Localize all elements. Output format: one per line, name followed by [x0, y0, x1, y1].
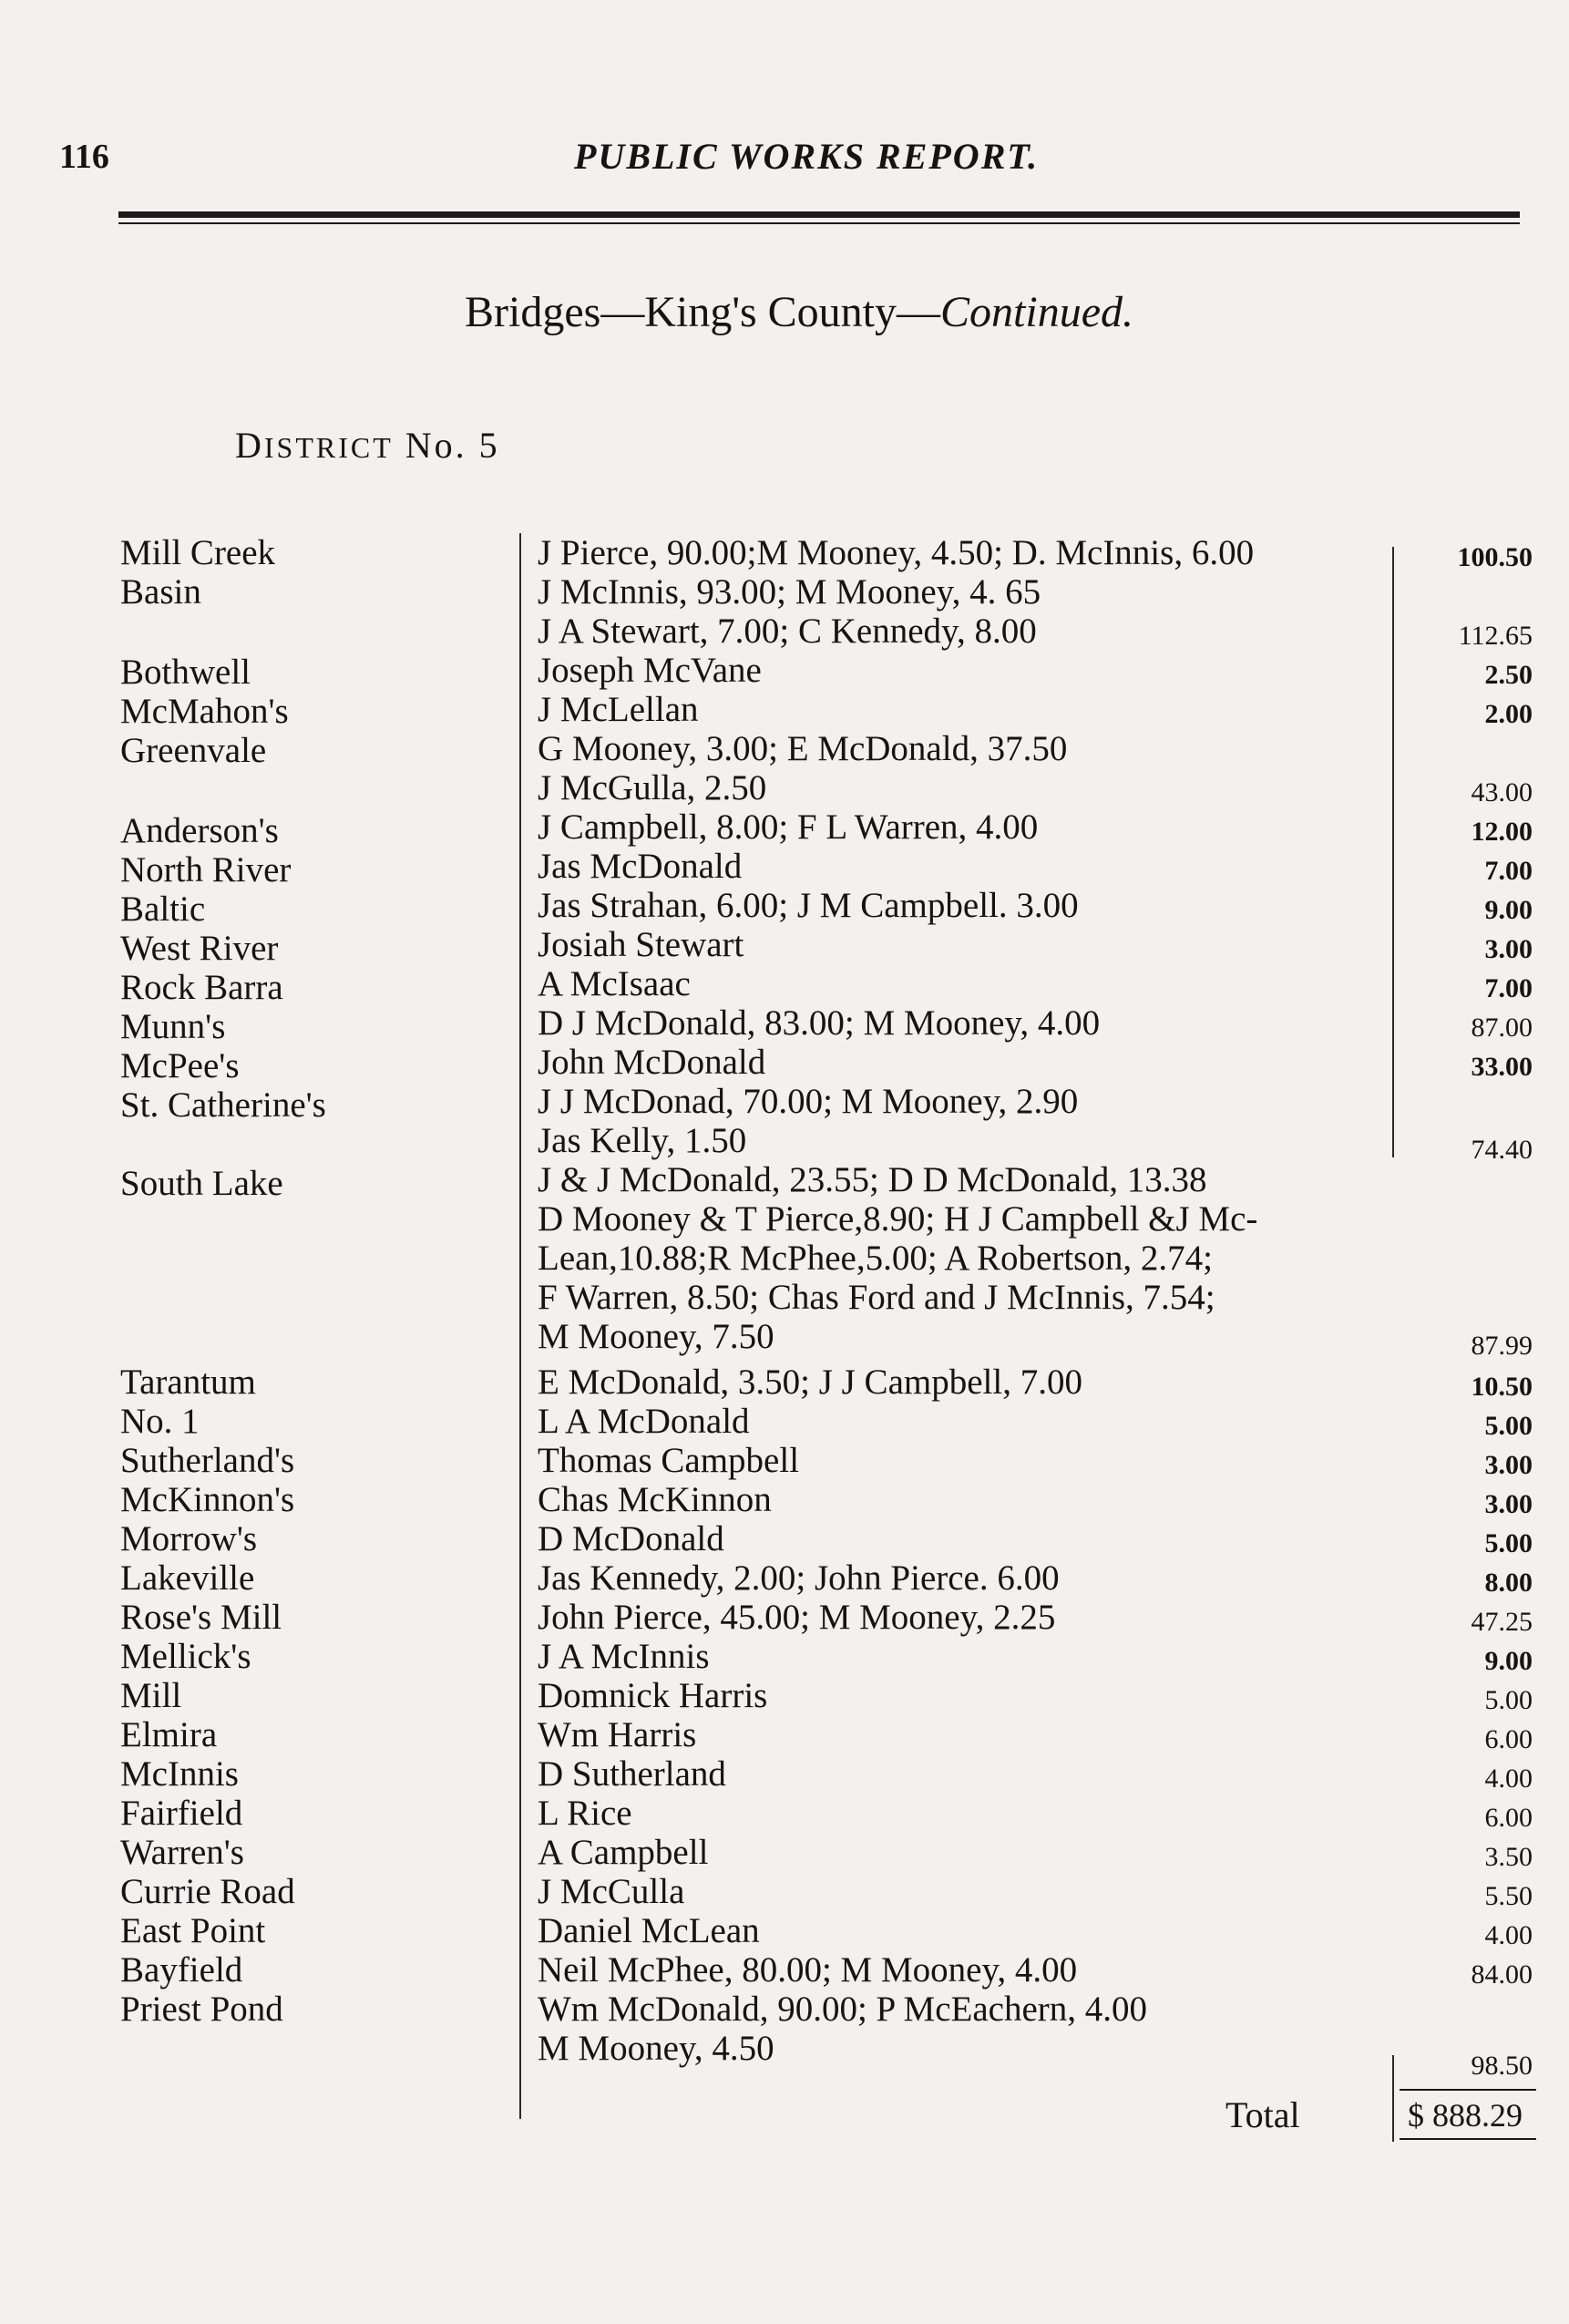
amount-value: 4.00: [1484, 1920, 1533, 1950]
amount-value: 98.50: [1471, 2051, 1533, 2081]
location-name: Mellick's: [120, 1637, 251, 1676]
location-name: No. 1: [120, 1402, 200, 1441]
location-name: Mill Creek: [120, 533, 276, 572]
section-title-main: Bridges—King's County—: [465, 288, 940, 336]
amount-value: 84.00: [1471, 1959, 1533, 1990]
entry-line: M Mooney, 4.50: [538, 2029, 774, 2068]
location-name: Morrow's: [120, 1519, 258, 1558]
entry-line: J McInnis, 93.00; M Mooney, 4. 65: [538, 572, 1041, 612]
header-rule-thick: [118, 211, 1520, 218]
entry-line: J A Stewart, 7.00; C Kennedy, 8.00: [538, 612, 1037, 651]
entry-line: J & J McDonald, 23.55; D D McDonald, 13.38: [538, 1160, 1207, 1199]
entry-line: J Pierce, 90.00;M Mooney, 4.50; D. McInnis, 6.00: [538, 533, 1255, 572]
location-name: Rose's Mill: [120, 1598, 282, 1637]
entry-line: J McCulla: [538, 1872, 685, 1911]
amount-value: 87.00: [1471, 1013, 1533, 1043]
entry-line: A Campbell: [538, 1833, 709, 1872]
column-rule-left: [519, 533, 521, 2119]
location-name: Greenvale: [120, 731, 267, 770]
location-name: Warren's: [120, 1833, 244, 1872]
page-number: 116: [59, 138, 109, 176]
location-name: North River: [120, 850, 292, 889]
amount-value: 8.00: [1484, 1568, 1533, 1598]
amount-value: 112.65: [1458, 621, 1533, 651]
amount-value: 3.00: [1484, 1489, 1533, 1519]
location-name: McPee's: [120, 1046, 240, 1085]
location-name: Sutherland's: [120, 1441, 295, 1480]
entry-line: L A McDonald: [538, 1402, 750, 1441]
entry-line: Domnick Harris: [538, 1676, 768, 1715]
amount-value: 4.00: [1484, 1764, 1533, 1794]
amount-value: 5.00: [1484, 1528, 1533, 1558]
entry-line: Jas McDonald: [538, 847, 743, 886]
location-name: Mill: [120, 1676, 182, 1715]
entry-line: Thomas Campbell: [538, 1441, 800, 1480]
location-name: St. Catherine's: [120, 1085, 326, 1125]
entry-line: J McGulla, 2.50: [538, 768, 767, 807]
header-rule-thin: [118, 222, 1520, 224]
amount-value: 3.00: [1484, 1450, 1533, 1480]
amount-value: 6.00: [1484, 1803, 1533, 1833]
location-name: Basin: [120, 572, 201, 612]
running-title: PUBLIC WORKS REPORT.: [574, 136, 1040, 177]
amount-value: 7.00: [1484, 856, 1533, 886]
entry-line: D Mooney & T Pierce,8.90; H J Campbell &J Mc-: [538, 1199, 1258, 1239]
location-name: Baltic: [120, 889, 206, 929]
amount-value: 5.50: [1484, 1881, 1533, 1911]
total-rule-bottom: [1400, 2138, 1536, 2140]
entry-line: Wm Harris: [538, 1715, 697, 1754]
amount-value: 2.00: [1484, 699, 1533, 729]
amount-value: 6.00: [1484, 1724, 1533, 1754]
entry-line: A McIsaac: [538, 964, 691, 1003]
entry-line: D Sutherland: [538, 1754, 726, 1794]
amount-value: 2.50: [1484, 660, 1533, 690]
entry-line: F Warren, 8.50; Chas Ford and J McInnis, 7.54;: [538, 1278, 1215, 1317]
amount-value: 3.50: [1484, 1842, 1533, 1872]
entry-line: Lean,10.88;R McPhee,5.00; A Robertson, 2.74;: [538, 1239, 1213, 1278]
location-name: Anderson's: [120, 811, 279, 850]
entry-line: Josiah Stewart: [538, 925, 744, 964]
location-name: South Lake: [120, 1164, 283, 1203]
entry-line: Neil McPhee, 80.00; M Mooney, 4.00: [538, 1950, 1078, 1990]
location-name: Rock Barra: [120, 968, 283, 1007]
total-value: $ 888.29: [1408, 2097, 1523, 2134]
entry-line: Daniel McLean: [538, 1911, 760, 1950]
amount-value: 5.00: [1484, 1685, 1533, 1715]
amount-value: 87.99: [1471, 1331, 1533, 1361]
location-name: McInnis: [120, 1754, 239, 1794]
amount-value: 43.00: [1471, 777, 1533, 807]
amount-value: 10.50: [1471, 1372, 1533, 1402]
entry-line: John Pierce, 45.00; M Mooney, 2.25: [538, 1598, 1056, 1637]
amount-value: 7.00: [1484, 973, 1533, 1003]
entry-line: D J McDonald, 83.00; M Mooney, 4.00: [538, 1003, 1101, 1043]
entry-line: Wm McDonald, 90.00; P McEachern, 4.00: [538, 1990, 1147, 2029]
total-rule-top: [1400, 2089, 1536, 2091]
location-name: Tarantum: [120, 1363, 256, 1402]
location-name: Lakeville: [120, 1558, 255, 1598]
location-name: Currie Road: [120, 1872, 295, 1911]
location-name: Fairfield: [120, 1794, 243, 1833]
amount-value: 9.00: [1484, 1646, 1533, 1676]
location-name: Priest Pond: [120, 1990, 283, 2029]
district-heading: [235, 424, 500, 467]
amount-value: 33.00: [1471, 1052, 1533, 1082]
entry-line: D McDonald: [538, 1519, 724, 1558]
section-title-continued: Continued.: [940, 288, 1133, 336]
district-number: No. 5: [405, 425, 500, 466]
amount-value: 5.00: [1484, 1411, 1533, 1441]
entry-line: L Rice: [538, 1794, 632, 1833]
entry-line: G Mooney, 3.00; E McDonald, 37.50: [538, 729, 1068, 768]
entry-line: J Campbell, 8.00; F L Warren, 4.00: [538, 807, 1039, 847]
location-name: East Point: [120, 1911, 266, 1950]
entry-line: John McDonald: [538, 1043, 766, 1082]
amount-value: 47.25: [1471, 1607, 1533, 1637]
section-title: [465, 287, 1133, 337]
amount-value: 3.00: [1484, 934, 1533, 964]
entry-line: J A McInnis: [538, 1637, 710, 1676]
entry-line: E McDonald, 3.50; J J Campbell, 7.00: [538, 1363, 1082, 1402]
entry-line: J McLellan: [538, 690, 699, 729]
entry-line: Jas Strahan, 6.00; J M Campbell. 3.00: [538, 886, 1079, 925]
location-name: McMahon's: [120, 692, 289, 731]
amount-value: 100.50: [1457, 542, 1533, 572]
location-name: Munn's: [120, 1007, 226, 1046]
amount-value: 9.00: [1484, 895, 1533, 925]
location-name: Elmira: [120, 1715, 218, 1754]
location-name: West River: [120, 929, 279, 968]
entry-line: M Mooney, 7.50: [538, 1317, 774, 1356]
location-name: McKinnon's: [120, 1480, 295, 1519]
location-name: Bayfield: [120, 1950, 243, 1990]
entry-line: J J McDonad, 70.00; M Mooney, 2.90: [538, 1082, 1079, 1121]
entry-line: Joseph McVane: [538, 651, 762, 690]
entry-line: Jas Kelly, 1.50: [538, 1121, 747, 1160]
district-rest: ISTRICT: [263, 431, 394, 464]
entry-line: Chas McKinnon: [538, 1480, 772, 1519]
location-name: Bothwell: [120, 653, 251, 692]
district-prefix: D: [235, 425, 264, 466]
amount-value: 74.40: [1471, 1135, 1533, 1165]
total-label: Total: [1225, 2094, 1300, 2135]
amount-value: 12.00: [1471, 817, 1533, 847]
entry-line: Jas Kennedy, 2.00; John Pierce. 6.00: [538, 1558, 1060, 1598]
